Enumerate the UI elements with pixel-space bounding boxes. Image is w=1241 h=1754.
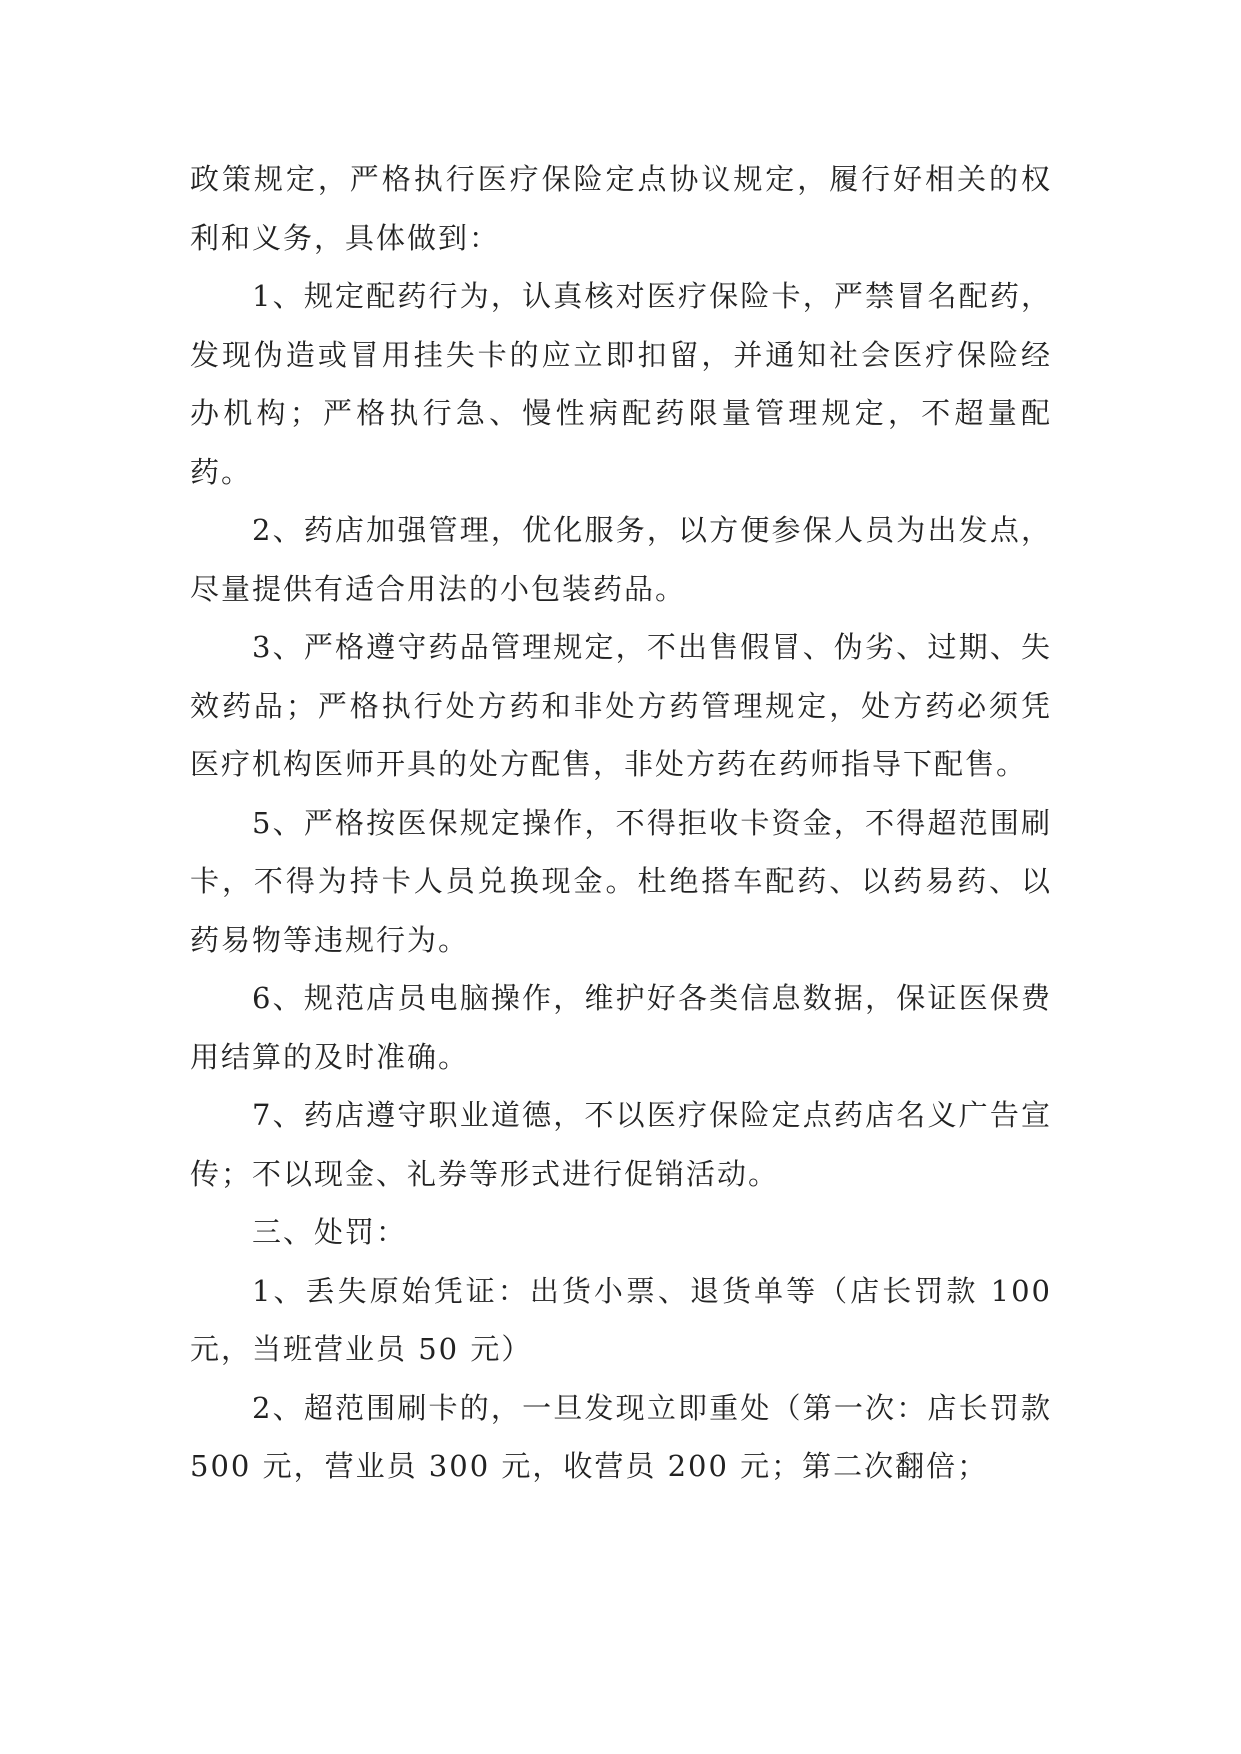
paragraph-penalty-1: 1、丢失原始凭证：出货小票、退货单等（店长罚款 100元，当班营业员 50 元） [190, 1273, 1052, 1366]
paragraph-item-1-dispensing: 1、规定配药行为，认真核对医疗保险卡，严禁冒名配药，发现伪造或冒用挂失卡的应立即扣留，并通知社会医疗保险经办机构；严格执行急、慢性病配药限量管理规定，不超量配药。 [190, 279, 1052, 489]
section-heading-penalties: 三、处罚： [252, 1215, 408, 1249]
paragraph-item-6-computer-operation: 6、规范店员电脑操作，维护好各类信息数据，保证医保费用结算的及时准确。 [190, 981, 1052, 1074]
paragraph-item-3-drug-rules: 3、严格遵守药品管理规定，不出售假冒、伪劣、过期、失效药品；严格执行处方药和非处方药管理规定，处方药必须凭医疗机构医师开具的处方配售，非处方药在药师指导下配售。 [190, 630, 1052, 781]
paragraph-item-7-ethics: 7、药店遵守职业道德，不以医疗保险定点药店名义广告宣传；不以现金、礼券等形式进行促销活动。 [190, 1098, 1052, 1191]
paragraph-penalty-2: 2、超范围刷卡的，一旦发现立即重处（第一次：店长罚款 500 元，营业员 300 元，收营员 200 元；第二次翻倍； [190, 1390, 1052, 1483]
document-page [190, 150, 1052, 1496]
paragraph-policy-intro: 政策规定，严格执行医疗保险定点协议规定，履行好相关的权利和义务，具体做到： [190, 162, 1052, 255]
paragraph-item-2-management: 2、药店加强管理，优化服务，以方便参保人员为出发点，尽量提供有适合用法的小包装药品。 [190, 513, 1052, 606]
paragraph-item-5-card-operation: 5、严格按医保规定操作，不得拒收卡资金，不得超范围刷卡，不得为持卡人员兑换现金。杜绝搭车配药、以药易药、以药易物等违规行为。 [190, 805, 1052, 957]
